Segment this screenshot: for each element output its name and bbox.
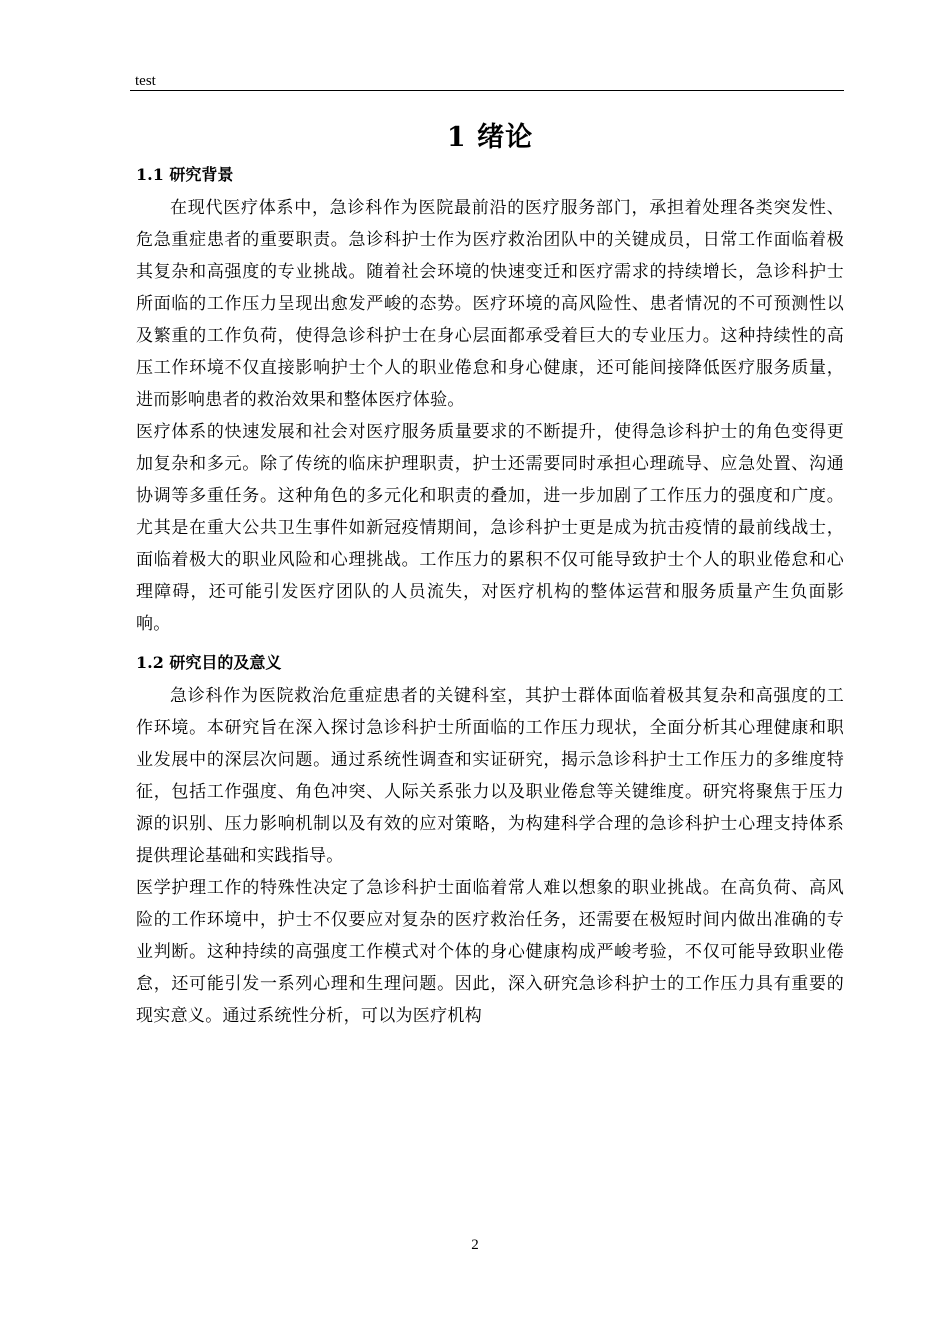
paragraph: 急诊科作为医院救治危重症患者的关键科室，其护士群体面临着极其复杂和高强度的工作环境。本研究旨在深入探讨急诊科护士所面临的工作压力现状，全面分析其心理健康和职业发展中的深层次问题。通过系统性调查和实证研究，揭示急诊科护士工作压力的多维度特征，包括工作强度、角色冲突、人际关系张力以及职业倦怠等关键维度。研究将聚焦于压力源的识别、压力影响机制以及有效的应对策略，为构建科学合理的急诊科护士心理支持体系提供理论基础和实践指导。 [136, 686, 844, 866]
paragraph: 医疗体系的快速发展和社会对医疗服务质量要求的不断提升，使得急诊科护士的角色变得更加复杂和多元。除了传统的临床护理职责，护士还需要同时承担心理疏导、应急处置、沟通协调等多重任务。这种角色的多元化和职责的叠加，进一步加剧了工作压力的强度和广度。尤其是在重大公共卫生事件如新冠疫情期间，急诊科护士更是成为抗击疫情的最前线战士，面临着极大的职业风险和心理挑战。工作压力的累积不仅可能导致护士个人的职业倦怠和心理障碍，还可能引发医疗团队的人员流失，对医疗机构的整体运营和服务质量产生负面影响。 [136, 422, 844, 634]
section-heading-background: 1.1 研究背景 [136, 165, 234, 184]
paragraph: 在现代医疗体系中，急诊科作为医院最前沿的医疗服务部门，承担着处理各类突发性、危急重症患者的重要职责。急诊科护士作为医疗救治团队中的关键成员，日常工作面临着极其复杂和高强度的专业挑战。随着社会环境的快速变迁和医疗需求的持续增长，急诊科护士所面临的工作压力呈现出愈发严峻的态势。医疗环境的高风险性、患者情况的不可预测性以及繁重的工作负荷，使得急诊科护士在身心层面都承受着巨大的专业压力。这种持续性的高压工作环境不仅直接影响护士个人的职业倦怠和身心健康，还可能间接降低医疗服务质量，进而影响患者的救治效果和整体医疗体验。 [136, 198, 844, 410]
page-number: 2 [471, 1237, 479, 1253]
running-header: test [135, 73, 156, 89]
section-heading-purpose: 1.2 研究目的及意义 [136, 653, 282, 672]
page-content [136, 118, 844, 1032]
header-rule [130, 90, 844, 91]
paragraph: 医学护理工作的特殊性决定了急诊科护士面临着常人难以想象的职业挑战。在高负荷、高风险的工作环境中，护士不仅要应对复杂的医疗救治任务，还需要在极短时间内做出准确的专业判断。这种持续的高强度工作模式对个体的身心健康构成严峻考验，不仅可能导致职业倦怠，还可能引发一系列心理和生理问题。因此，深入研究急诊科护士的工作压力具有重要的现实意义。通过系统性分析，可以为医疗机构 [136, 878, 844, 1026]
chapter-title: 1 绪论 [446, 122, 534, 153]
